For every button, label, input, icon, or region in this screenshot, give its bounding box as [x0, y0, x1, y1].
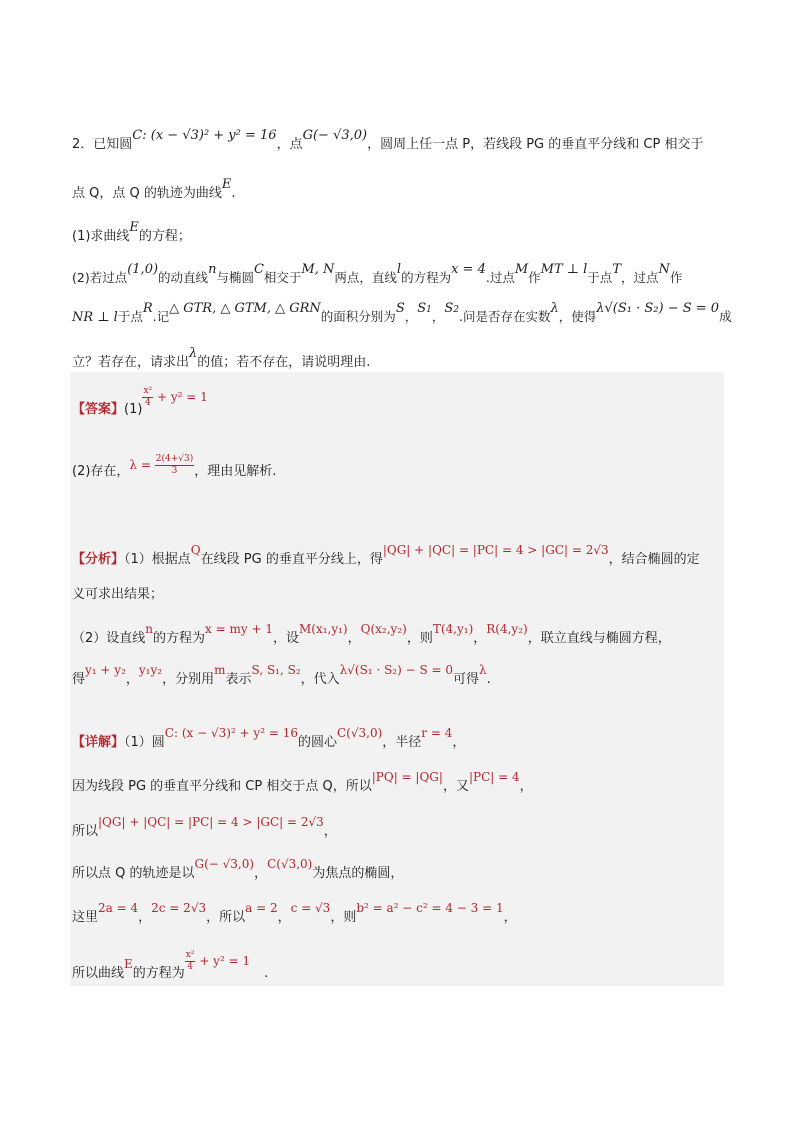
- answer-label: 【答案】: [72, 402, 125, 417]
- detail-label: 【详解】: [72, 735, 125, 750]
- question-line-4: (2)若过点(1,0)的动直线n与椭圆C相交于M, N两点，直线l的方程为x = 4.过点M作MT ⊥ l于点T，过点N作: [72, 262, 683, 285]
- detail-ellipse-equation: $\frac{\text{x²}}{4}$ + y² = 1: [185, 950, 251, 972]
- detail-line-5: 这里2a = 4，2c = 2√3，所以a = 2，c = √3，则b² = a² − c² = 4 − 3 = 1，: [72, 901, 517, 925]
- circle-equation: C: (x − √3)² + y² = 16: [132, 128, 277, 143]
- answer-line-1: 【答案】(1) $\frac{\text{x²}}{4}$ + y² = 1: [72, 386, 208, 417]
- question-line-3: (1)求曲线E的方程；: [72, 220, 191, 244]
- analysis-line-3: （2）设直线n的方程为x = my + 1，设M(x₁,y₁)，Q(x₂,y₂)，则T(4,y₁)，R(4,y₂)，联立直线与椭圆方程，: [72, 622, 671, 646]
- answer-2-lambda: λ = $\frac{2(4+√3)}{3}$: [129, 454, 194, 476]
- question-number: 2: [72, 137, 81, 152]
- analysis-line-2: 义可求出结果；: [72, 587, 164, 602]
- question-line-5: NR ⊥ l于点R.记△ GTR, △ GTM, △ GRN的面积分别为S，$S^1$，$S^2$.问是否存在实数λ，使得λ√(S₁ · S₂) − S = 0成: [72, 301, 732, 325]
- detail-line-3: 所以|QG| + |QC| = |PC| = 4 > |GC| = 2√3，: [72, 815, 337, 839]
- analysis-line-1: 【分析】（1）根据点Q在线段 PG 的垂直平分线上，得|QG| + |QC| = |PC| = 4 > |GC| = 2√3，结合椭圆的定: [72, 543, 700, 567]
- answer-line-2: (2)存在，λ = $\frac{2(4+√3)}{3}$ ，理由见解析.: [72, 454, 277, 479]
- detail-line-1: 【详解】（1）圆C: (x − √3)² + y² = 16的圆心C(√3,0)，半径r = 4，: [72, 726, 466, 750]
- detail-line-2: 因为线段 PG 的垂直平分线和 CP 相交于点 Q，所以|PQ| = |QG|，又|PC| = 4，: [72, 770, 533, 794]
- question-line-1: 2．已知圆C: (x − √3)² + y² = 16，点G(− √3,0)，圆周上任一点 P，若线段 PG 的垂直平分线和 CP 相交于: [72, 128, 704, 152]
- point-g: G(− √3,0): [302, 128, 368, 143]
- analysis-label: 【分析】: [72, 552, 125, 567]
- detail-line-6: 所以曲线E的方程为 $\frac{\text{x²}}{4}$ + y² = 1.: [72, 950, 269, 981]
- question-line-2: 点 Q，点 Q 的轨迹为曲线E.: [72, 177, 236, 201]
- answer-1-equation: $\frac{\text{x²}}{4}$ + y² = 1: [143, 386, 208, 408]
- question-line-6: 立？若存在，请求出λ的值；若不存在，请说明理由.: [72, 346, 371, 370]
- detail-line-4: 所以点 Q 的轨迹是以G(− √3,0)，C(√3,0)为焦点的椭圆，: [72, 857, 404, 881]
- analysis-line-4: 得y₁ + y₂，y₁y₂，分别用m表示S, S₁, S₂，代入λ√(S₁ · S₂) − S = 0可得λ.: [72, 663, 491, 687]
